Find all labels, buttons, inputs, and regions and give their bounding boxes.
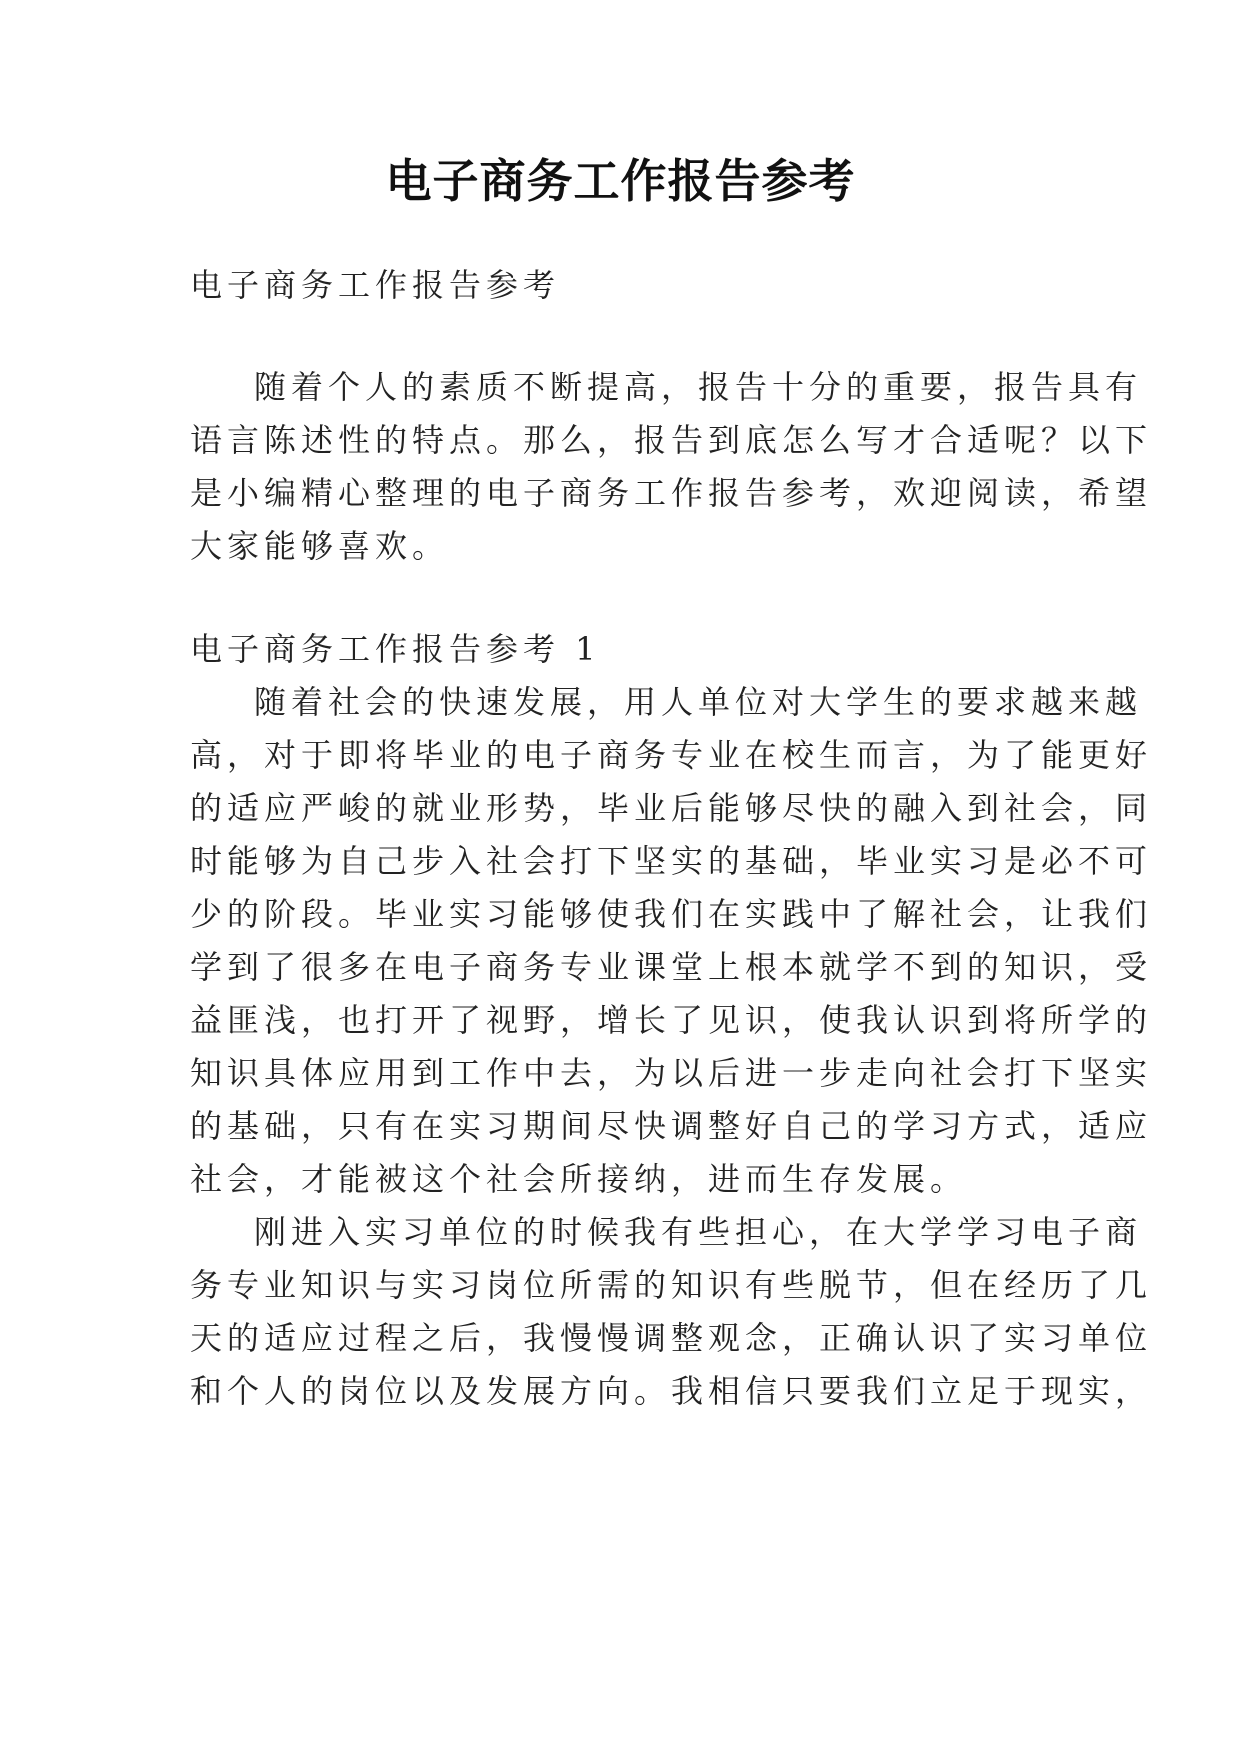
intro-line: 随着个人的素质不断提高，报告十分的重要，报告具有 xyxy=(254,368,1143,406)
paragraph-line: 和个人的岗位以及发展方向。我相信只要我们立足于现实， xyxy=(190,1372,1153,1410)
paragraph-line: 的基础，只有在实习期间尽快调整好自己的学习方式，适应 xyxy=(190,1107,1153,1145)
document-title: 电子商务工作报告参考 xyxy=(385,154,856,208)
paragraph-line: 益匪浅，也打开了视野，增长了见识，使我认识到将所学的 xyxy=(190,1001,1153,1039)
document-subtitle: 电子商务工作报告参考 xyxy=(190,266,561,304)
paragraph-line: 时能够为自己步入社会打下坚实的基础，毕业实习是必不可 xyxy=(190,842,1153,880)
intro-line: 大家能够喜欢。 xyxy=(190,527,450,565)
paragraph-line: 刚进入实习单位的时候我有些担心，在大学学习电子商 xyxy=(254,1213,1143,1251)
intro-line: 语言陈述性的特点。那么，报告到底怎么写才合适呢？以下 xyxy=(190,421,1153,459)
paragraph-line: 随着社会的快速发展，用人单位对大学生的要求越来越 xyxy=(254,683,1143,721)
paragraph-line: 学到了很多在电子商务专业课堂上根本就学不到的知识，受 xyxy=(190,948,1153,986)
paragraph-line: 社会，才能被这个社会所接纳，进而生存发展。 xyxy=(190,1160,968,1198)
paragraph-line: 天的适应过程之后，我慢慢调整观念，正确认识了实习单位 xyxy=(190,1319,1153,1357)
section-heading: 电子商务工作报告参考 1 xyxy=(190,630,601,668)
paragraph-line: 高，对于即将毕业的电子商务专业在校生而言，为了能更好 xyxy=(190,736,1153,774)
paragraph-line: 的适应严峻的就业形势，毕业后能够尽快的融入到社会，同 xyxy=(190,789,1153,827)
paragraph-line: 少的阶段。毕业实习能够使我们在实践中了解社会，让我们 xyxy=(190,895,1153,933)
paragraph-line: 知识具体应用到工作中去，为以后进一步走向社会打下坚实 xyxy=(190,1054,1153,1092)
intro-line: 是小编精心整理的电子商务工作报告参考，欢迎阅读，希望 xyxy=(190,474,1153,512)
paragraph-line: 务专业知识与实习岗位所需的知识有些脱节，但在经历了几 xyxy=(190,1266,1153,1304)
